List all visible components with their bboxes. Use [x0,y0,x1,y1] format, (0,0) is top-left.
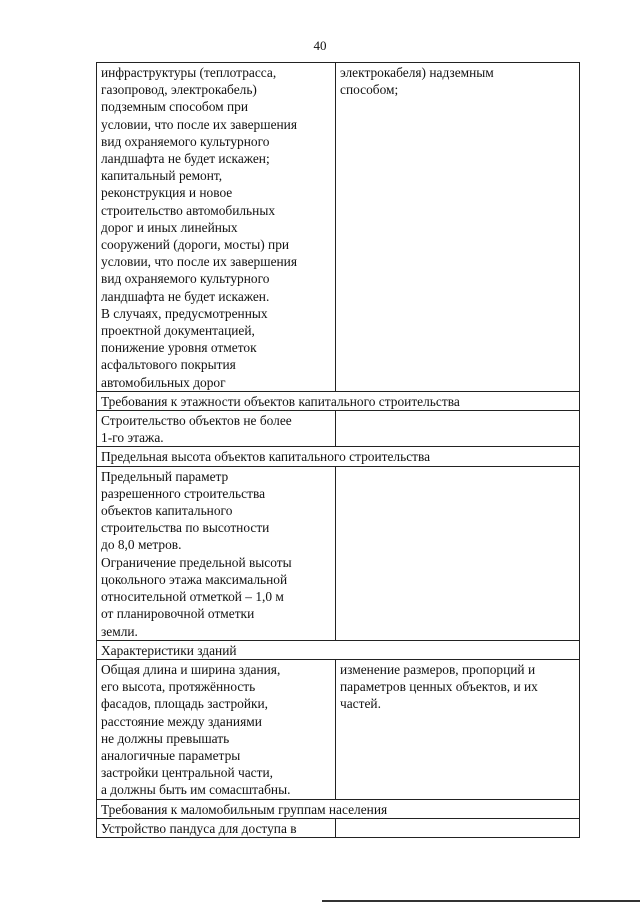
section-row [97,799,580,818]
text-line: 1-го этажа. [101,430,164,446]
cell-left [97,818,336,837]
text-line: Ограничение предельной высоты [101,554,292,570]
text-line: строительство автомобильных [101,202,276,218]
table-row [97,818,580,837]
text-line: изменение размеров, пропорций и [340,661,536,677]
cell-left [97,63,336,392]
text-line: разрешенного строительства [101,485,266,501]
cell-left [97,411,336,447]
table-row [97,63,580,392]
text-line: Общая длина и ширина здания, [101,661,281,677]
section-row [97,640,580,659]
text-line: Устройство пандуса для доступа в [101,820,297,836]
text-line: объектов капитального [101,503,233,519]
section-heading-buildings: Характеристики зданий [97,640,580,659]
text-line: фасадов, площадь застройки, [101,696,269,712]
text-line: его высота, протяжённость [101,679,256,695]
text-line: В случаях, предусмотренных [101,305,268,321]
cell-right [336,466,580,640]
text-line: расстояние между зданиями [101,713,262,729]
cell-right [336,659,580,799]
text-line: строительства по высотности [101,520,270,536]
text-line: ландшафта не будет искажен. [101,288,270,304]
section-heading-floors: Требования к этажности объектов капитального строительства [97,391,580,410]
text-line: подземным способом при [101,99,249,115]
text-line: капитальный ремонт, [101,168,223,184]
table-row [97,466,580,640]
text-line: реконструкция и новое [101,185,233,201]
cell-right [336,818,580,837]
text-line: газопровод, электрокабель) [101,82,257,98]
text-line: автомобильных дорог [101,374,226,390]
text-line: условии, что после их завершения [101,116,298,132]
text-line: относительной отметкой – 1,0 м [101,589,284,605]
text-line: способом; [340,82,399,98]
table-row [97,411,580,447]
section-row [97,447,580,466]
text-line: электрокабеля) надземным [340,65,494,80]
section-row [97,391,580,410]
text-line: цокольного этажа максимальной [101,571,288,587]
text-line: дорог и иных линейных [101,219,238,235]
text-line: частей. [340,696,381,712]
text-line: Предельный параметр [101,468,229,484]
cell-right [336,411,580,447]
section-heading-mobility: Требования к маломобильным группам населения [97,799,580,818]
footer-rule [322,900,640,902]
text-line: не должны превышать [101,730,230,746]
text-line: вид охраняемого культурного [101,133,270,149]
text-line: сооружений (дороги, мосты) при [101,237,290,253]
text-line: до 8,0 метров. [101,537,182,553]
text-line: аналогичные параметры [101,747,241,763]
cell-right [336,63,580,392]
cell-left [97,466,336,640]
text-line: ландшафта не будет искажен; [101,151,270,167]
text-line: земли. [101,623,138,639]
text-line: вид охраняемого культурного [101,271,270,287]
table-row [97,659,580,799]
cell-left [97,659,336,799]
text-line: проектной документацией, [101,323,255,339]
text-line: застройки центральной части, [101,765,273,781]
text-line: понижение уровня отметок [101,340,257,356]
text-line: а должны быть им сомасштабны. [101,782,291,798]
text-line: инфраструктуры (теплотрасса, [101,65,277,80]
text-line: параметров ценных объектов, и их [340,679,538,695]
section-heading-height: Предельная высота объектов капитального строительства [97,447,580,466]
regulations-table [96,62,580,838]
page-number: 40 [313,38,327,53]
text-line: от планировочной отметки [101,606,255,622]
text-line: Строительство объектов не более [101,413,292,429]
text-line: асфальтового покрытия [101,357,236,373]
text-line: условии, что после их завершения [101,254,298,270]
